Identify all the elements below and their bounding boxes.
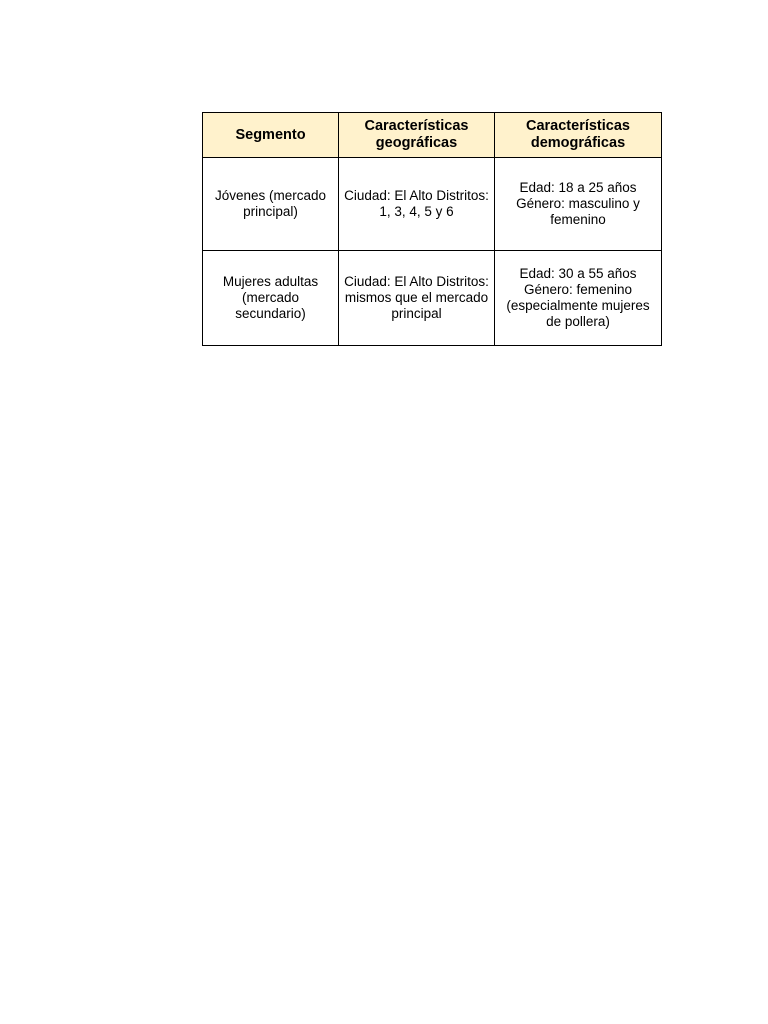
header-geograficas [339,113,495,158]
cell-line: Mujeres adultas [222,274,319,289]
cell-segmento [203,251,339,346]
cell-line: de pollera) [546,314,610,329]
cell-line: 1, 3, 4, 5 y 6 [379,204,454,219]
cell-geograficas [339,251,495,346]
cell-line: Jóvenes (mercado [214,188,327,203]
cell-line: secundario) [235,306,306,321]
table-body [203,158,662,346]
table-header [203,113,662,158]
cell-line: (especialmente mujeres [506,298,650,313]
cell-line: Género: femenino [523,282,633,297]
cell-geograficas [339,158,495,251]
segmentation-table [202,112,662,346]
cell-line: Ciudad: El Alto Distritos: [344,188,489,203]
cell-line: Edad: 18 a 25 años [519,180,637,195]
cell-line: Ciudad: El Alto Distritos: [344,274,489,289]
header-demograficas [495,113,662,158]
cell-line: femenino [550,212,606,227]
cell-line: principal) [243,204,298,219]
cell-segmento [203,158,339,251]
cell-line: (mercado [241,290,300,305]
cell-demograficas [495,158,662,251]
cell-line: Género: masculino y [516,196,640,211]
cell-demograficas [495,251,662,346]
table-row [203,158,662,251]
header-segmento-text: Segmento [235,126,306,143]
header-demograficas-line-1: Características [526,118,630,134]
header-geograficas-line-2: geográficas [375,135,458,151]
cell-line: Edad: 30 a 55 años [519,266,637,281]
header-geograficas-line-1: Características [364,118,469,134]
header-row [203,113,662,158]
header-demograficas-line-2: demográficas [530,135,626,151]
header-segmento [203,113,339,158]
cell-line: mismos que el mercado [344,290,489,305]
cell-line: principal [391,306,442,321]
table-row [203,251,662,346]
